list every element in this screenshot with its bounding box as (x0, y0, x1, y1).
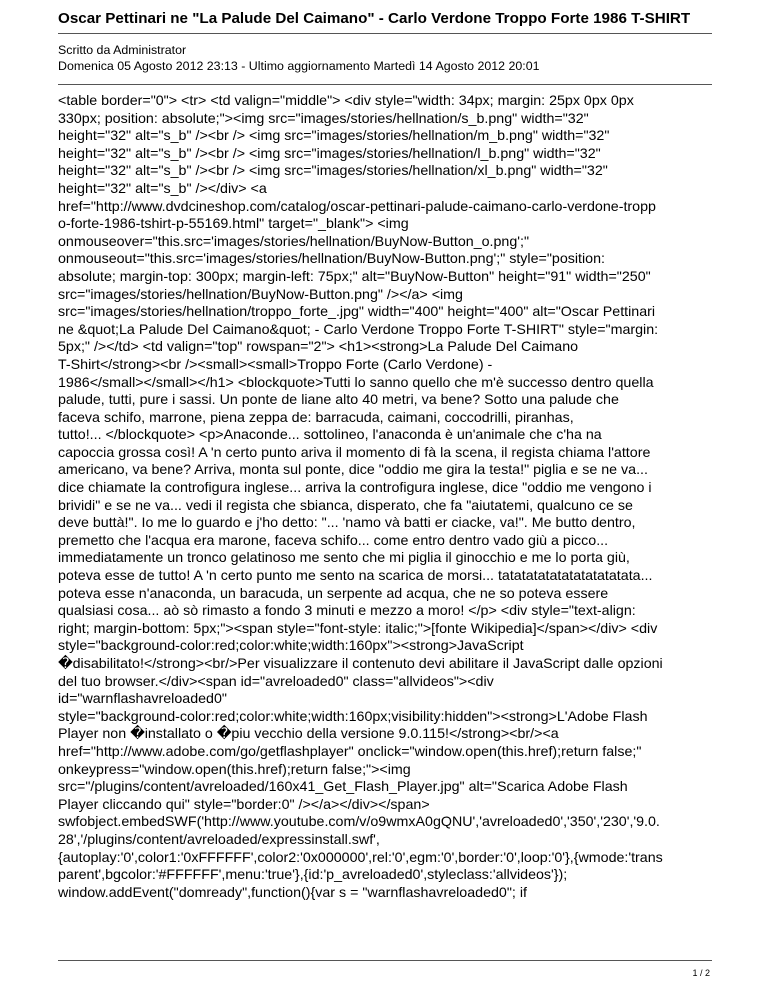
body-line: Player cliccando qui" style="border:0" /></a></div></span> (58, 796, 430, 813)
body-line: height="32" alt="s_b" /><br /> <img src="images/stories/hellnation/l_b.png" width="32" (58, 145, 601, 162)
body-line: href="http://www.dvdcineshop.com/catalog/oscar-pettinari-palude-caimano-carlo-verdone-tropp (58, 198, 656, 215)
author-line: Scritto da Administrator (58, 43, 187, 57)
body-line: dice chiamate la controfigura inglese... arriva la controfigura inglese, dice "oddio me vengono i (58, 480, 652, 497)
body-line: �disabilitato!</strong><br/>Per visualizzare il contenuto devi abilitare il JavaScript dalle opzioni (58, 656, 663, 672)
body-line: href="http://www.adobe.com/go/getflashplayer" onclick="window.open(this.href);return false;" (58, 743, 642, 760)
body-line: swfobject.embedSWF('http://www.youtube.com/v/o9wmxA0gQNU','avreloaded0','350','230','9.0. (58, 814, 660, 831)
body-line: style="background-color:red;color:white;width:160px"><strong>JavaScript (58, 638, 524, 655)
body-line: brividi" e se ne va... vedi il regista che sbianca, disperato, che fa "aiutatemi, qualcuno ce se (58, 497, 633, 514)
body-line: right; margin-bottom: 5px;"><span style="font-style: italic;">[fonte Wikipedia]</span></div> <div (58, 620, 658, 637)
meta-divider (58, 84, 712, 85)
article-body (58, 93, 720, 902)
body-line: 28','/plugins/content/avreloaded/expressinstall.swf', (58, 831, 380, 848)
body-line: onmouseout="this.src='images/stories/hellnation/BuyNow-Button.png';" style="position: (58, 251, 605, 268)
body-line: onkeypress="window.open(this.href);return false;"><img (58, 761, 411, 778)
body-line: T-Shirt</strong><br /><small><small>Troppo Forte (Carlo Verdone) - (58, 356, 493, 373)
body-line: <table border="0"> <tr> <td valign="middle"> <div style="width: 34px; margin: 25px 0px 0px (58, 93, 634, 109)
date-line: Domenica 05 Agosto 2012 23:13 - Ultimo aggiornamento Martedì 14 Agosto 2012 20:01 (58, 59, 540, 73)
body-line: 330px; position: absolute;"><img src="images/stories/hellnation/s_b.png" width="32" (58, 110, 589, 127)
body-line: americano, va bene? Arriva, monta sul ponte, dice "oddio me gira la testa!" piglia e se ne va... (58, 462, 648, 479)
body-line: style="background-color:red;color:white;width:160px;visibility:hidden"><strong>L'Adobe Flash (58, 708, 648, 725)
body-line: ne &quot;La Palude Del Caimano&quot; - Carlo Verdone Troppo Forte T-SHIRT" style="margin: (58, 321, 659, 338)
body-line: src="images/stories/hellnation/troppo_forte_.jpg" width="400" height="400" alt="Oscar Pettinari (58, 304, 656, 321)
body-line: del tuo browser.</div><span id="avreloaded0" class="allvideos"><div (58, 673, 494, 690)
body-line: immediatamente un tronco gelatinoso me sento che mi piglia il ginocchio e me lo porta giù, (58, 550, 630, 567)
body-line: Player non �installato o �piu vecchio della versione 9.0.115!</strong><br/><a (58, 726, 559, 743)
body-line: deve buttà!". Io me lo guardo e j'ho detto: "... 'namo và batti er ciacke, va!". Me butto dentro, (58, 515, 636, 532)
body-line: height="32" alt="s_b" /></div> <a (58, 180, 267, 197)
body-line: palude, tutti, pure i sassi. Un ponte de liane alto 40 metri, va bene? Sotto una palude che (58, 392, 619, 409)
body-line: qualsiasi cosa... aò sò rimasto a fondo 3 minuti e mezzo a moro! </p> <div style="text-align: (58, 603, 636, 620)
body-line: id="warnflashavreloaded0" (58, 691, 227, 708)
title-divider (58, 33, 712, 34)
body-line: onmouseover="this.src='images/stories/hellnation/BuyNow-Button_o.png';" (58, 233, 530, 250)
body-line: src="images/stories/hellnation/BuyNow-Button.png" /></a> <img (58, 286, 463, 303)
body-line: 1986</small></small></h1> <blockquote>Tutti lo sanno quello che m'è successo dentro quella (58, 374, 654, 391)
body-line: height="32" alt="s_b" /><br /> <img src="images/stories/hellnation/m_b.png" width="32" (58, 128, 610, 145)
body-line: o-forte-1986-tshirt-p-55169.html" target="_blank"> <img (58, 216, 409, 233)
body-line: window.addEvent("domready",function(){var s = "warnflashavreloaded0"; if (58, 884, 527, 901)
body-line: absolute; margin-top: 300px; margin-left: 75px;" alt="BuyNow-Button" height="91" width="250" (58, 268, 651, 285)
body-line: 5px;" /></td> <td valign="top" rowspan="2"> <h1><strong>La Palude Del Caimano (58, 339, 579, 356)
body-line: {autoplay:'0',color1:'0xFFFFFF',color2:'0x000000',rel:'0',egm:'0',border:'0',loop:'0'},{wmode:'trans (58, 849, 663, 866)
body-line: faceva schifo, marrone, piena zeppa de: barracuda, caimani, coccodrilli, piranhas, (58, 409, 574, 426)
body-line: src="/plugins/content/avreloaded/160x41_Get_Flash_Player.jpg" alt="Scarica Adobe Flash (58, 779, 628, 796)
article-meta (58, 42, 540, 74)
body-line: parent',bgcolor:'#FFFFFF',menu:'true'},{id:'p_avreloaded0',styleclass:'allvideos'}); (58, 867, 568, 884)
footer-divider (58, 960, 712, 961)
body-line: tutto!... </blockquote> <p>Anaconde... sottolineo, l'anaconda è un'animale che c'ha na (58, 427, 602, 444)
body-line: capoccia grossa così! A 'n certo punto ariva il momento di fà la scena, il regista chiama l'attore (58, 444, 651, 461)
body-line: height="32" alt="s_b" /><br /> <img src="images/stories/hellnation/xl_b.png" width="32" (58, 163, 608, 180)
body-line: poteva esse n'anaconda, un baracuda, un serpente ad acqua, che ne so poteva essere (58, 585, 609, 602)
page-title: Oscar Pettinari ne "La Palude Del Caimano" - Carlo Verdone Troppo Forte 1986 T-SHIRT (58, 10, 691, 27)
page-number: 1 / 2 (692, 968, 710, 978)
body-line: premetto che l'acqua era marone, faceva schifo... come entro dentro vado giù a picco... (58, 532, 609, 549)
body-line: poteva esse de tutto! A 'n certo punto me sento na scarica de morsi... tatatatatatatatatatatata... (58, 568, 653, 585)
